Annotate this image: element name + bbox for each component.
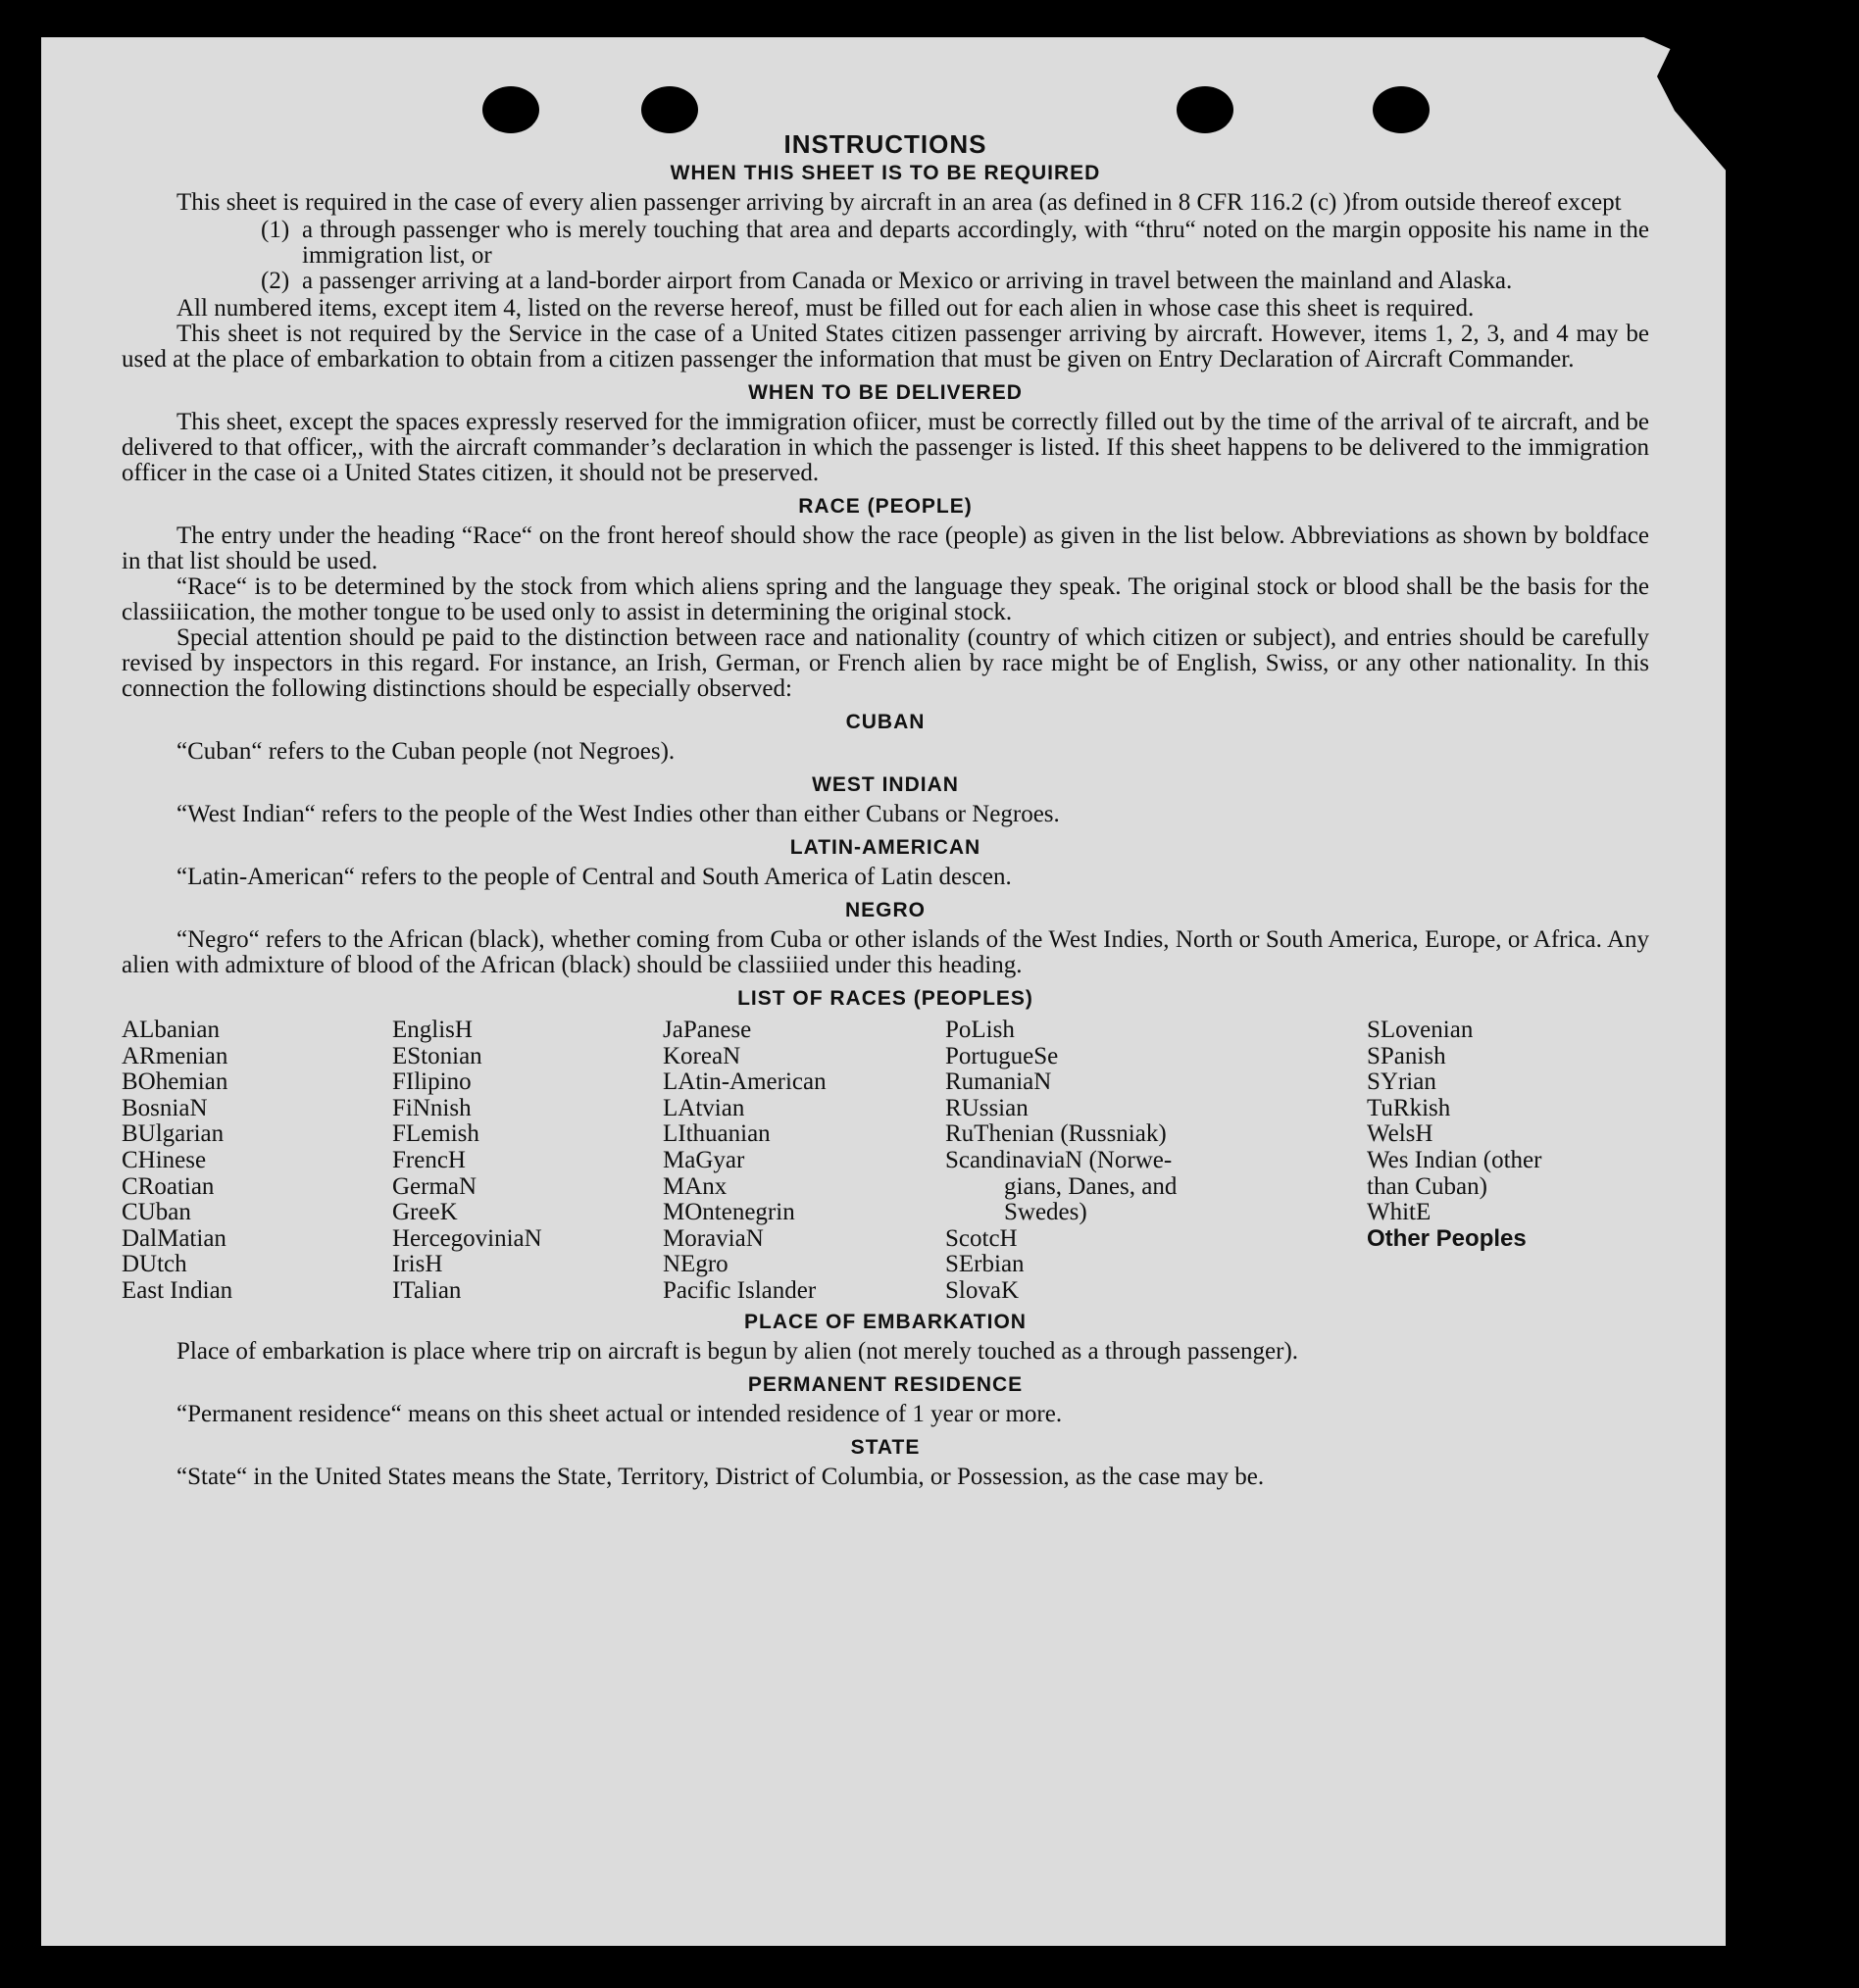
race-entry: BosniaN: [122, 1094, 208, 1121]
torn-corner: [1639, 35, 1728, 173]
race-entry: IrisH: [392, 1251, 443, 1278]
exception-item: (1) a through passenger who is merely touching that area and departs accordingly, with “thru“ noted on the margin opposite his name in the immigration list, or: [261, 217, 1649, 269]
race-entry: DalMatian: [122, 1224, 226, 1252]
race-entry: GermaN: [392, 1172, 477, 1200]
definition-latin-american: “Latin-American“ refers to the people of Central and South America of Latin descen.: [176, 864, 1012, 890]
race-entry: SYrian: [1367, 1069, 1436, 1096]
required-intro: This sheet is required in the case of every alien passenger arriving by aircraft in an area (as defined in 8 CFR 116.2 (c) )from outside thereof except: [176, 189, 1622, 216]
heading-state: STATE: [850, 1436, 921, 1459]
race-entry: SlovaK: [945, 1276, 1019, 1304]
race-entry: CRoatian: [122, 1172, 215, 1200]
race-entry: FLemish: [392, 1120, 479, 1148]
race-entry: RuThenian (Russniak): [945, 1120, 1167, 1148]
race-entry: SPanish: [1367, 1042, 1446, 1069]
race-entry: CHinese: [122, 1146, 207, 1173]
race-entry: ARmenian: [122, 1042, 228, 1069]
heading-race: RACE (PEOPLE): [798, 495, 973, 518]
race-entry: FiNnish: [392, 1094, 472, 1121]
race-entry: SLovenian: [1367, 1017, 1474, 1043]
race-paragraph-2: “Race“ is to be determined by the stock from which aliens spring and the language they speak. The original stock or blood shall be the basis for the classiiication, the mother tongue to be used only to assist in determining the original stock.: [122, 573, 1649, 625]
embarkation-paragraph: Place of embarkation is place where trip on aircraft is begun by alien (not merely touched as a through passenger).: [176, 1338, 1299, 1365]
race-entry: ScandinaviaN (Norwe-: [945, 1146, 1173, 1173]
races-column: [122, 1018, 232, 1305]
races-column: [663, 1018, 827, 1305]
race-paragraph-1: The entry under the heading “Race“ on the front hereof should show the race (people) as given in the list below. Abbreviations as shown by boldface in that list should be used.: [122, 522, 1649, 574]
heading-permanent-residence: PERMANENT RESIDENCE: [747, 1373, 1024, 1396]
race-entry: ALbanian: [122, 1017, 220, 1043]
sheet-content: [122, 94, 1649, 1490]
race-entry: BUlgarian: [122, 1120, 225, 1148]
race-entry: ScotcH: [945, 1224, 1018, 1252]
race-entry: CUban: [122, 1199, 191, 1226]
race-entry: gians, Danes, and: [1004, 1172, 1178, 1200]
race-entry: Wes Indian (other: [1367, 1146, 1542, 1173]
heading-instructions: INSTRUCTIONS: [783, 129, 987, 159]
residence-paragraph: “Permanent residence“ means on this sheet actual or intended residence of 1 year or more.: [176, 1401, 1063, 1427]
race-entry: KoreaN: [663, 1042, 741, 1069]
race-entry: PortugueSe: [945, 1042, 1059, 1069]
race-entry: GreeK: [392, 1199, 458, 1226]
definition-negro: “Negro“ refers to the African (black), whether coming from Cuba or other islands of the West Indies, North or South America, Europe, or Africa. Any alien with admixture of blood of the African (black) should be classiiied under this heading.: [122, 926, 1649, 978]
exception-list: [122, 218, 1649, 294]
definition-cuban: “Cuban“ refers to the Cuban people (not Negroes).: [176, 738, 676, 765]
race-entry: DUtch: [122, 1251, 187, 1278]
not-required-paragraph: This sheet is not required by the Service in the case of a United States citizen passenger arriving by aircraft. However, items 1, 2, 3, and 4 may be used at the place of embarkation to obtain from a citizen passenger the information that must be given on Entry Declaration of Aircraft Commander.: [122, 321, 1649, 373]
race-entry: EStonian: [392, 1042, 482, 1069]
race-entry: RumaniaN: [945, 1069, 1052, 1096]
race-entry: than Cuban): [1367, 1172, 1487, 1200]
race-entry: JaPanese: [663, 1017, 752, 1043]
instruction-sheet: [41, 37, 1726, 1946]
race-entry-other-peoples: Other Peoples: [1367, 1224, 1527, 1252]
heading-when-required: WHEN THIS SHEET IS TO BE REQUIRED: [670, 162, 1101, 184]
race-entry: NEgro: [663, 1251, 729, 1278]
exception-item: (2) a passenger arriving at a land-border airport from Canada or Mexico or arriving in travel between the mainland and Alaska.: [261, 268, 1513, 294]
race-entry: MAnx: [663, 1172, 728, 1200]
heading-west-indian: WEST INDIAN: [812, 773, 959, 796]
race-entry: LAtvian: [663, 1094, 745, 1121]
races-table: [122, 1018, 1649, 1302]
race-entry: WhitE: [1367, 1199, 1432, 1226]
race-entry: LAtin-American: [663, 1069, 827, 1096]
race-entry: FIlipino: [392, 1069, 472, 1096]
race-entry: ITalian: [392, 1276, 462, 1304]
heading-cuban: CUBAN: [845, 711, 926, 733]
race-entry: MaGyar: [663, 1146, 745, 1173]
races-column: [1367, 1018, 1541, 1252]
races-column: [945, 1018, 1177, 1305]
race-entry: FrencH: [392, 1146, 466, 1173]
race-entry: HercegovinіaN: [392, 1224, 542, 1252]
definition-west-indian: “West Indian“ refers to the people of the West Indies other than either Cubans or Negroes.: [176, 801, 1060, 827]
race-entry: MoraviaN: [663, 1224, 764, 1252]
state-paragraph: “State“ in the United States means the State, Territory, District of Columbia, or Possession, as the case may be.: [176, 1464, 1265, 1490]
race-entry: MOntenegrin: [663, 1199, 795, 1226]
race-entry: BOhemian: [122, 1069, 228, 1096]
race-entry: Swedes): [1004, 1199, 1087, 1226]
race-entry: SErbian: [945, 1251, 1025, 1278]
races-column: [392, 1018, 542, 1305]
heading-list-of-races: LIST OF RACES (PEOPLES): [737, 987, 1033, 1010]
race-entry: PoLish: [945, 1017, 1015, 1043]
race-entry: TuRkish: [1367, 1094, 1451, 1121]
race-entry: LIthuanian: [663, 1120, 771, 1148]
race-entry: Pacific Islander: [663, 1276, 817, 1304]
race-entry: East Indian: [122, 1276, 233, 1304]
race-paragraph-3: Special attention should pe paid to the distinction between race and nationality (country of which citizen or subject), and entries should be carefully revised by inspectors in this regard. For instance, an Irish, German, or French alien by race might be of English, Swiss, or any other nationality. In this connection the following distinctions should be especially observed:: [122, 624, 1649, 702]
delivered-paragraph: This sheet, except the spaces expressly reserved for the immigration ofiicer, must be correctly filled out by the time of the arrival of te aircraft, and be delivered to that officer,, with the aircraft commander’s declaration in which the passenger is listed. If this sheet happens to be delivered to the immigration officer in the case oi a United States citizen, it should not be preserved.: [122, 409, 1649, 486]
race-entry: RUssian: [945, 1094, 1029, 1121]
race-entry: WelsH: [1367, 1120, 1433, 1148]
heading-latin-american: LATIN-AMERICAN: [789, 836, 981, 859]
heading-when-delivered: WHEN TO BE DELIVERED: [748, 381, 1023, 404]
race-entry: EnglisH: [392, 1017, 473, 1043]
heading-negro: NEGRO: [844, 899, 926, 921]
numbered-items-paragraph: All numbered items, except item 4, listed on the reverse hereof, must be filled out for each alien in whose case this sheet is required.: [176, 295, 1475, 322]
heading-place-of-embarkation: PLACE OF EMBARKATION: [744, 1311, 1027, 1333]
